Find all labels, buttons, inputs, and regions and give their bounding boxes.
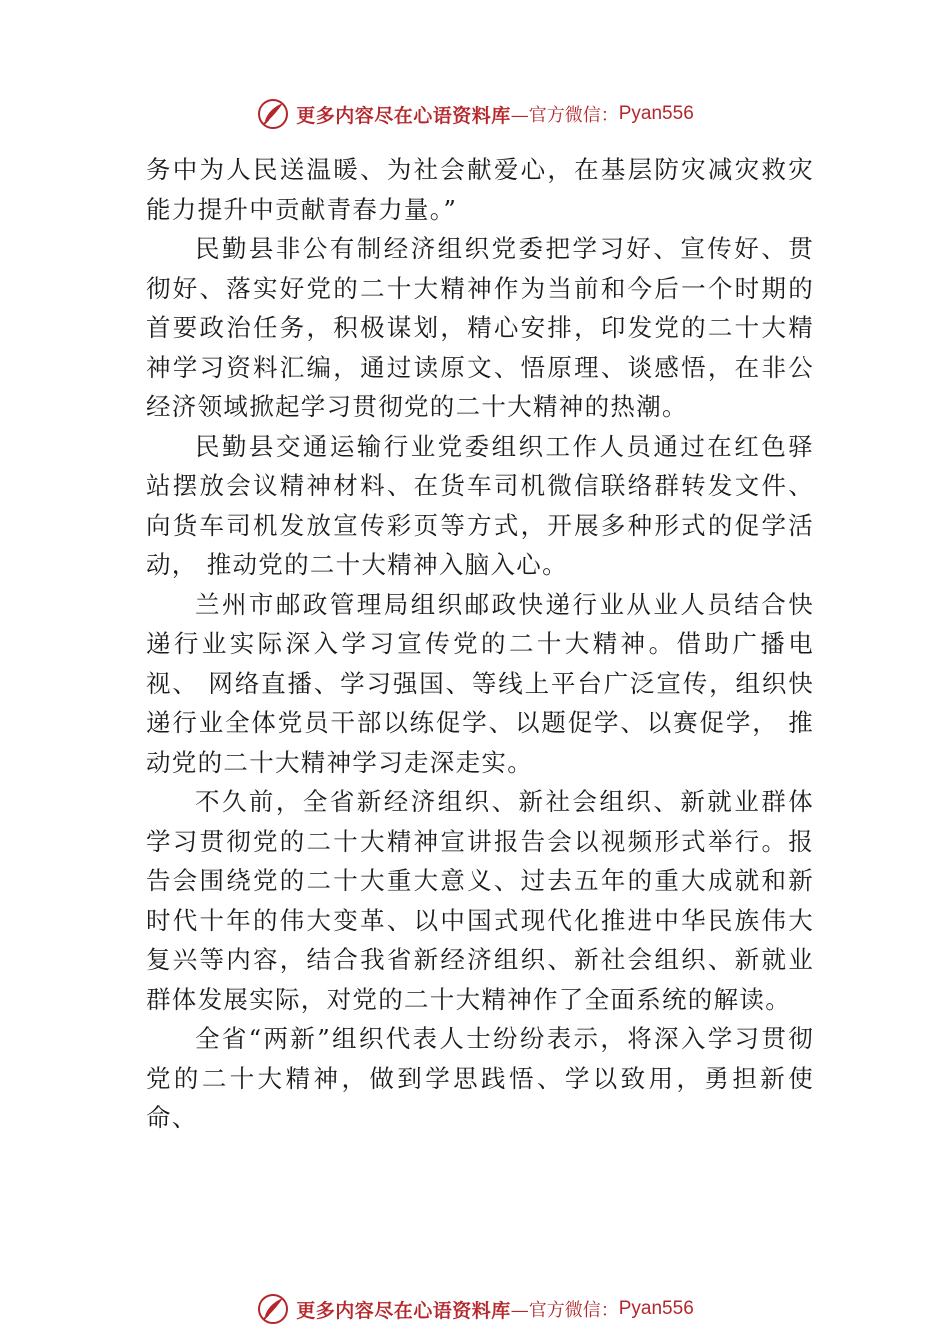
paragraph: 民勤县非公有制经济组织党委把学习好、宣传好、贯彻好、落实好党的二十大精神作为当前和今后一个时期的首要政治任务，积极谋划，精心安排，印发党的二十大精神学习资料汇编，通过读原文、悟原理、谈感悟，在非公经济领域掀起学习贯彻党的二十大精神的热潮。 — [146, 234, 814, 421]
wechat-label: —官方微信： — [510, 105, 619, 126]
library-text: 更多内容尽在心语资料库 — [296, 1299, 511, 1322]
pen-logo-icon — [256, 1292, 290, 1326]
wechat-id: Pyan556 — [618, 1298, 694, 1319]
paragraph-continuation: 务中为人民送温暖、为社会献爱心，在基层防灾减灾救灾能力提升中贡献青春力量。” — [146, 155, 814, 224]
pen-logo-icon — [256, 97, 290, 131]
document-body — [146, 150, 814, 1138]
paragraph: 民勤县交通运输行业党委组织工作人员通过在红色驿站摆放会议精神材料、在货车司机微信联络群转发文件、向货车司机发放宣传彩页等方式，开展多种形式的促学活动， 推动党的二十大精神入脑入心。 — [146, 431, 814, 579]
footer-watermark — [0, 1291, 950, 1327]
paragraph: 全省“两新”组织代表人士纷纷表示，将深入学习贯彻党的二十大精神，做到学思践悟、学以致用，勇担新使命、 — [146, 1024, 814, 1132]
library-text: 更多内容尽在心语资料库 — [296, 104, 511, 127]
wechat-id: Pyan556 — [618, 103, 694, 124]
paragraph: 兰州市邮政管理局组织邮政快递行业从业人员结合快递行业实际深入学习宣传党的二十大精神。借助广播电视、 网络直播、学习强国、等线上平台广泛宣传，组织快递行业全体党员干部以练促学、以题促学、以赛促学， 推动党的二十大精神学习走深走实。 — [146, 589, 814, 777]
paragraph: 不久前，全省新经济组织、新社会组织、新就业群体学习贯彻党的二十大精神宣讲报告会以视频形式举行。报告会围绕党的二十大重大意义、过去五年的重大成就和新时代十年的伟大变革、以中国式现代化推进中华民族伟大复兴等内容，结合我省新经济组织、新社会组织、新就业群体发展实际，对党的二十大精神作了全面系统的解读。 — [146, 787, 814, 1014]
wechat-label: —官方微信： — [510, 1300, 619, 1321]
header-watermark — [0, 96, 950, 132]
